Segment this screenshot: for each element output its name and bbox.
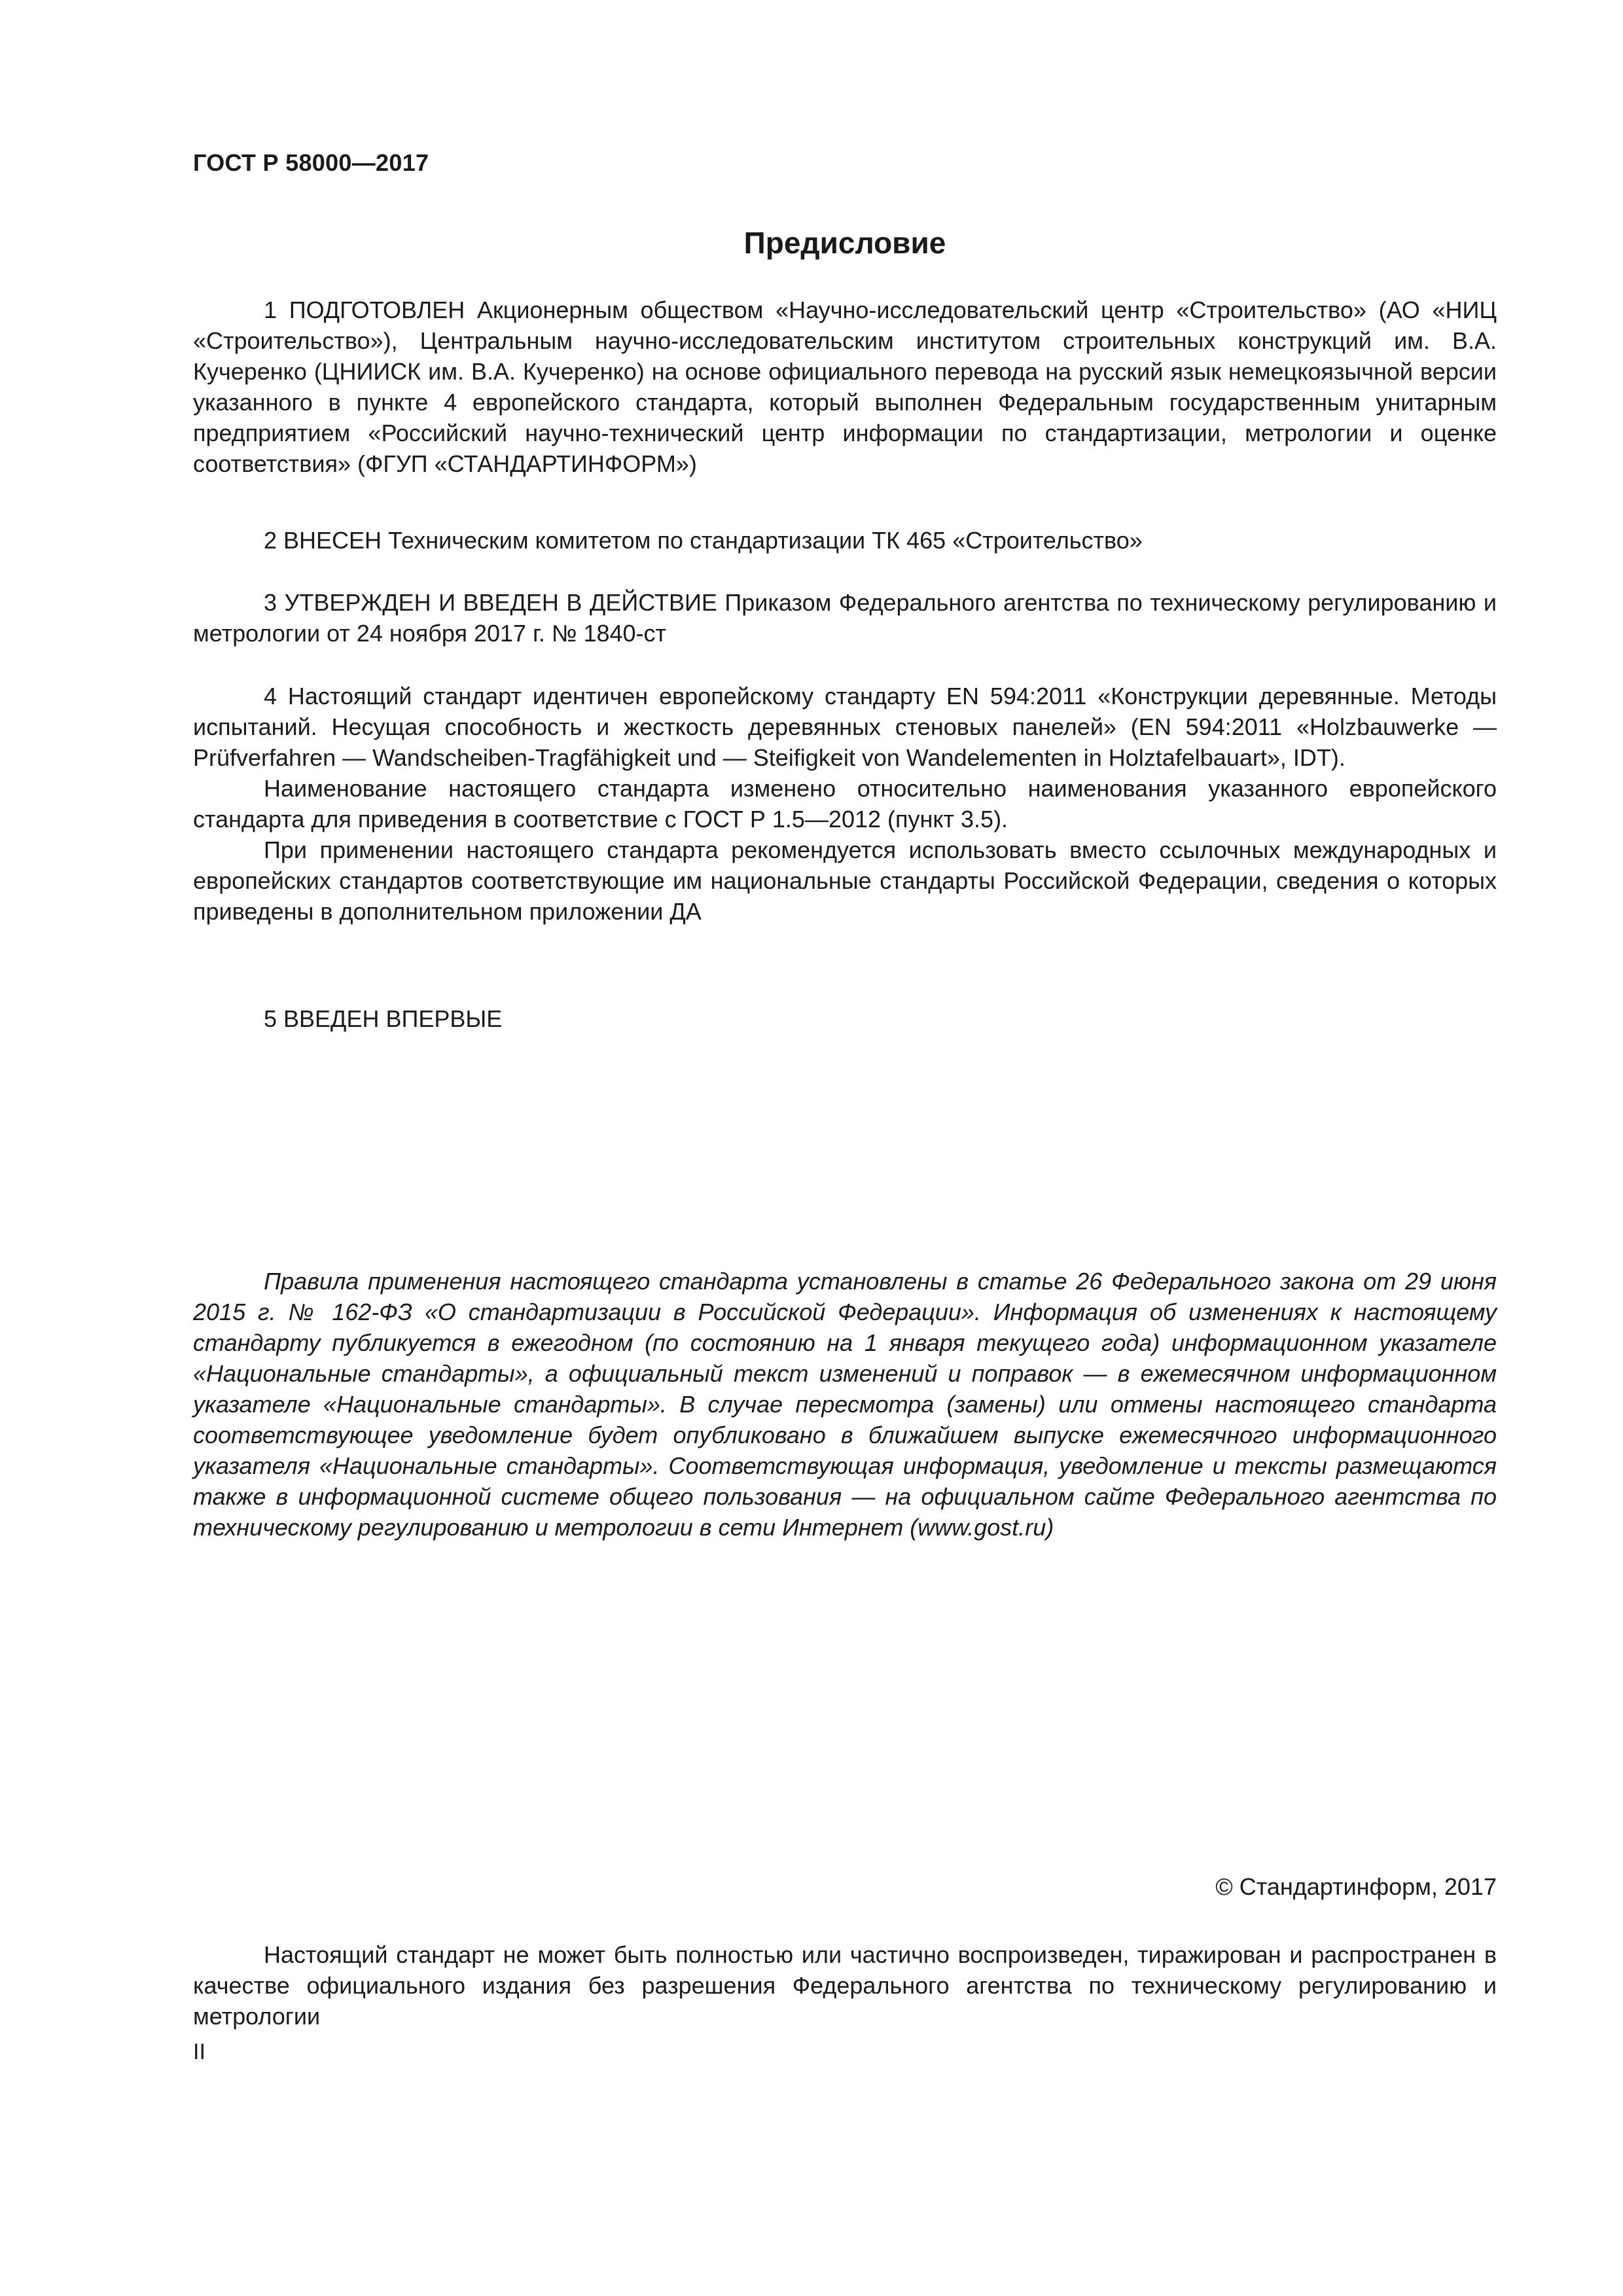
notice-paragraph: Настоящий стандарт не может быть полностью или частично воспроизведен, тиражирован и распространен в качестве официального издания без разрешения Федерального агентства по техническому регулированию и метрологии [193,1941,1497,2030]
paragraph: Наименование настоящего стандарта изменено относительно наименования указанного европейского стандарта для приведения в соответствие с ГОСТ Р 1.5—2012 (пункт 3.5). [193,775,1497,833]
paragraph: 3 УТВЕРЖДЕН И ВВЕДЕН В ДЕЙСТВИЕ Приказом Федерального агентства по техническому регулированию и метрологии от 24 ноября 2017 г. № 1840-ст [193,589,1497,647]
standard-code: ГОСТ Р 58000—2017 [193,149,429,176]
rules-paragraph: Правила применения настоящего стандарта установлены в статье 26 Федерального закона от 29 июня 2015 г. № 162-ФЗ «О стандартизации в Российской Федерации». Информация об изменениях к настоящему стандарту публикуется в ежегодном (по состоянию на 1 января текущего года) информационном указателе «Национальные стандарты», а официальный текст изменений и поправок — в ежемесячном информационном указателе «Национальные стандарты». В случае пересмотра (замены) или отмены настоящего стандарта соответствующее уведомление будет опубликовано в ближайшем выпуске ежемесячного информационного указателя «Национальные стандарты». Соответствующая информация, уведомление и тексты размещаются также в информационной системе общего пользования — на официальном сайте Федерального агентства по техническому регулированию и метрологии в сети Интернет (www.gost.ru) [193,1268,1497,1541]
copyright-line: © Стандартинформ, 2017 [1215,1873,1497,1900]
paragraph: При применении настоящего стандарта рекомендуется использовать вместо ссылочных международных и европейских стандартов соответствующие им национальные стандарты Российской Федерации, сведения о которых приведены в дополнительном приложении ДА [193,836,1497,925]
preface-item-3 [193,587,1497,649]
page-title: Предисловие [743,226,946,260]
application-rules [193,1266,1497,1543]
reproduction-notice [193,1939,1497,2032]
paragraph: 5 ВВЕДЕН ВПЕРВЫЕ [264,1005,503,1032]
paragraph: 1 ПОДГОТОВЛЕН Акционерным обществом «Научно-исследовательский центр «Строительство» (АО «НИЦ «Строительство»), Центральным научно-исследовательским институтом строительных конструкций им. В.А. Кучеренко (ЦНИИСК им. В.А. Кучеренко) на основе официального перевода на русский язык немецкоязычной версии указанного в пункте 4 европейского стандарта, который выполнен Федеральным государственным унитарным предприятием «Российский научно-технический центр информации по стандартизации, метрологии и оценке соответствия» (ФГУП «СТАНДАРТИНФОРМ») [193,296,1497,477]
page-number: II [193,2039,205,2064]
paragraph: 2 ВНЕСЕН Техническим комитетом по стандартизации ТК 465 «Строительство» [264,527,1143,554]
paragraph: 4 Настоящий стандарт идентичен европейскому стандарту EN 594:2011 «Конструкции деревянные. Методы испытаний. Несущая способность и жесткость деревянных стеновых панелей» (EN 594:2011 «Holzbauwerke — Prüfverfahren — Wandscheiben-Tragfähigkeit und — Steifigkeit von Wandelementen in Holztafelbauart», IDT). [193,683,1497,771]
preface-item-2 [193,525,1497,556]
preface-item-1 [193,295,1497,479]
preface-item-5 [193,1003,1497,1034]
preface-item-4 [193,681,1497,927]
